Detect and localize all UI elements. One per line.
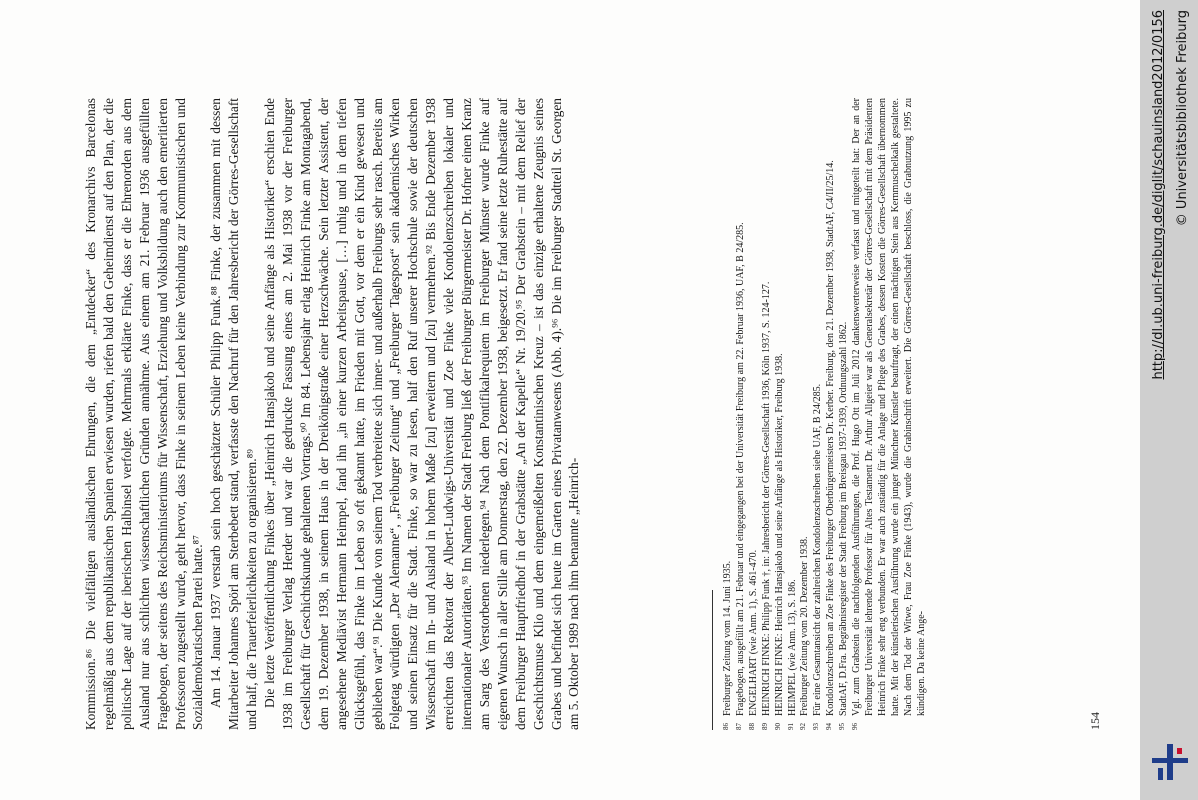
footnote-text: StadtAF, D.Fra. Begräbnisregister der Stadt Freiburg im Breisgau 1937-1939, Ordnungszahl 1862.	[838, 321, 850, 716]
footnote	[851, 98, 928, 730]
paragraph-1: Kommission.⁸⁶ Die vielfältigen ausländischen Ehrungen, die dem „Entdecker“ des Kronarchivs Barcelonas regelmäßig aus dem republikanischen Spanien erwiesen wurden, riefen bald den Geheimdienst auf den Plan, der die politische Lage auf der iberischen Halbinsel verfolgte. Mehrmals erklärte Finke, dass er die Ehrenorden aus dem Ausland nur aus schlichten wissenschaftlichen Gründen annähme. Aus einem am 21. Februar 1936 ausgefüllten Fragebogen, der seitens des Reichsministeriums für Wissenschaft, Erziehung und Volksbildung auch den emeritierten Professoren zugestellt wurde, geht hervor, dass Finke in seinem Leben keine Verbindung zur Kommunistischen und Sozialdemokratischen Partei hatte.⁸⁷	[83, 98, 206, 730]
footnote	[761, 98, 774, 730]
footnote-number: 94	[825, 723, 834, 730]
footnote-separator	[712, 590, 713, 730]
footnote-text: HEINRICH FINKE: Heinrich Hansjakob und seine Anfänge als Historiker, Freiburg 1938.	[773, 353, 785, 716]
permalink-url[interactable]: http://dl.ub.uni-freiburg.de/diglit/schauinsland2012/0156	[1151, 10, 1166, 380]
library-sidebar	[1140, 0, 1198, 800]
footnote	[735, 98, 748, 730]
footnote-number: 93	[812, 723, 821, 730]
footnote	[774, 98, 787, 730]
footnote	[838, 98, 851, 730]
footnote-text: Freiburger Zeitung vom 20. Dezember 1938.	[799, 536, 811, 716]
footnote-number: 87	[734, 723, 743, 730]
footnote-number: 91	[786, 723, 795, 730]
footnote	[825, 98, 838, 730]
library-logo-icon	[1148, 740, 1192, 784]
footnote	[812, 98, 825, 730]
footnote-number: 89	[760, 723, 769, 730]
footnote-text: Fragebogen, ausgefüllt am 21. Februar und eingegangen bei der Universität Freiburg am 22. Februar 1936, UAF, B 24/285.	[734, 222, 746, 716]
paragraph-3: Die letzte Veröffentlichung Finkes über „Heinrich Hansjakob und seine Anfänge als Historiker“ erschien Ende 1938 im Freiburger Verlag Herder und war die gedruckte Fassung eines am 2. Mai 1938 vor der Freiburger Gesellschaft für Geschichtskunde gehaltenen Vortrags.⁹⁰ Im 84. Lebensjahr erlag Heinrich Finke am Montagabend, dem 19. Dezember 1938, in seinem Haus in der Dreikönigstraße einer Herzschwäche. Sein letzter Assistent, der angesehene Mediävist Hermann Heimpel, fand ihn „in einer kurzen Arbeitspause, […] ruhig und in dem tiefen Glücksgefühl, das Finke im Leben so oft gekannt hatte, im Frieden mit Gott, vor dem er ein Kind gewesen und geblieben war“.⁹¹ Die Kunde von seinem Tod verbreitete sich inner- und außerhalb Freiburgs sehr rasch. Bereits am Folgetag würdigten „Der Alemanne“, „Freiburger Zeitung“ und „Freiburger Tagespost“ sein akademisches Wirken und seinen Einsatz für die Stadt. Finke, so war zu lesen, half den Ruf unserer Hochschule sowie der deutschen Wissenschaft im In- und Ausland in hohem Maße [zu] erweitern und [zu] vermehren.⁹² Bis Ende Dezember 1938 erreichten das Rektorat der Albert-Ludwigs-Universität und Zoe Finke viele Kondolenzschreiben lokaler und internationaler Autoritäten.⁹³ Im Namen der Stadt Freiburg ließ der Freiburger Bürgermeister Dr. Hofner einen Kranz am Sarg des Verstorbenen niederlegen.⁹⁴ Nach dem Pontifikalrequiem im Freiburger Münster wurde Finke auf eigenen Wunsch in aller Stille am Donnerstag, den 22. Dezember 1938, beigesetzt. Er fand seine letzte Ruhestätte auf dem Freiburger Hauptfriedhof in der Grabstätte „An der Kapelle“ Nr. 19/20.⁹⁵ Der Grabstein – mit dem Relief der Geschichtsmuse Klio und dem eingemeißelten Konstantinischen Kreuz – ist das einzige erhaltene Zeugnis seines Grabes und befindet sich heute im Garten eines Privatanwesens (Abb. 4).⁹⁶ Die im Freiburger Stadtteil St. Georgen am 5. Oktober 1989 nach ihm benannte „Heinrich-	[262, 98, 582, 730]
footnote-text: Vgl. zum Grabstein die nachfolgenden Ausführungen, die Prof. Hugo Ott im Juli 2012 dankenswerterweise verfasst und mitgeteilt hat: Der an der Freiburger Universität lehrende Professor für Altes Testament Dr. Arthur Allgeier war als Generalsekretär der Görres-Gesellschaft mit dem Präsidenten Heinrich Finke sehr eng verbunden. Er war auch zuständig für die Anlage und Pflege des Grabes, dessen Kosten die Görres-Gesellschaft übernommen hatte. Mit der künstlerischen Ausführung wurde ein junger Münchner Künstler beauftragt, der einen mächtigen Stein aus Kernmuschelkalk gestaltete. Nach dem Tod der Witwe, Frau Zoe Finke (1943), wurde die Grabinschrift erweitert. Die Görres-Gesellschaft beschloss, die Grabnutzung 1995 zu kündigen. Da keine Ange-	[851, 98, 927, 716]
paragraph-2: Am 14. Januar 1937 verstarb sein hoch geschätzter Schüler Philipp Funk.⁸⁸ Finke, der zusammen mit dessen Mitarbeiter Johannes Spörl am Sterbebett stand, verfasste den Nachruf für den Jahresbericht der Görres-Gesellschaft und half, die Trauerfeierlichkeiten zu organisieren.⁸⁹	[208, 98, 260, 730]
footnote	[787, 98, 800, 730]
copyright-notice: © Universitätsbibliothek Freiburg	[1175, 10, 1190, 227]
footnote-number: 95	[838, 723, 847, 730]
page-number: 154	[1088, 712, 1102, 730]
footnote	[722, 98, 735, 730]
footnote-text: Freiburger Zeitung vom 14. Juni 1935.	[722, 560, 733, 716]
footnote-text: HEINRICH FINKE: Philipp Funk †, in: Jahresbericht der Görres-Gesellschaft 1936, Köln 1937, S. 124-127.	[760, 281, 772, 716]
footnote	[748, 98, 761, 730]
footnote-number: 86	[722, 723, 730, 730]
footnote-number: 90	[773, 723, 782, 730]
footnote-number: 92	[799, 723, 808, 730]
footnote-text: Kondolenzschreiben an Zoe Finke des Freiburger Oberbürgermeisters Dr. Kerber. Freiburg, den 21. Dezember 1938, StadtAF, C4/II/25/14.	[825, 160, 837, 716]
footnote-text: HEIMPEL (wie Anm. 13), S. 186.	[786, 579, 798, 716]
footnote-text: ENGELHART (wie Anm. 1), S. 461-470.	[747, 549, 759, 716]
footnote-number: 96	[851, 723, 860, 730]
footnote	[799, 98, 812, 730]
footnotes	[722, 98, 1032, 730]
footnote-text: Für eine Gesamtansicht der zahlreichen Kondolenzschreiben siehe UAF, B 24/285.	[812, 383, 824, 716]
footnote-number: 88	[747, 723, 756, 730]
body-text	[82, 98, 702, 730]
